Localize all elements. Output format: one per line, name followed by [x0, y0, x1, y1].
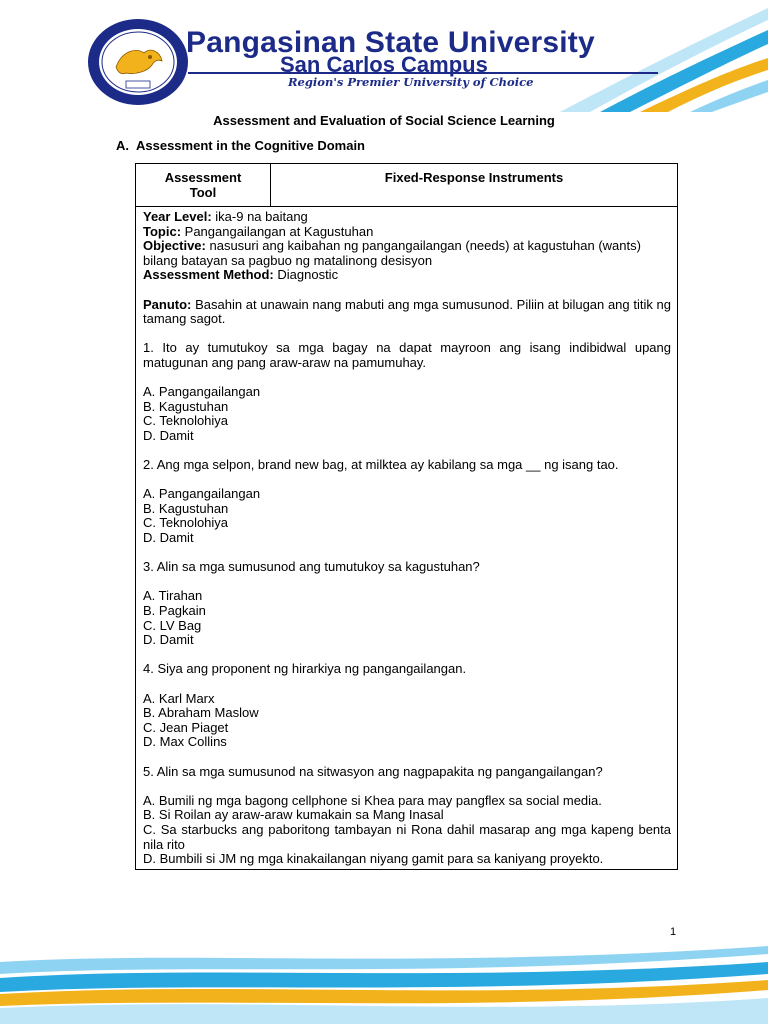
- question-text: 1. Ito ay tumutukoy sa mga bagay na dapat mayroon ang isang indibidwal upang matugunan ang pang araw-araw na pamumuhay.: [143, 340, 671, 370]
- question-text: 3. Alin sa mga sumusunod ang tumutukoy sa kagustuhan?: [143, 559, 480, 575]
- choice-item: D. Damit: [143, 530, 194, 546]
- year-level-line: [143, 210, 671, 225]
- question-block: [143, 458, 671, 546]
- choice-item: B. Abraham Maslow: [143, 705, 259, 721]
- instructions-line: [143, 298, 671, 327]
- document-title: Assessment and Evaluation of Social Science Learning: [213, 113, 555, 128]
- choice-item: D. Damit: [143, 427, 194, 443]
- question-block: [143, 765, 671, 867]
- choice-item: D. Max Collins: [143, 734, 227, 750]
- choice-item: A. Tirahan: [143, 588, 203, 604]
- column-header-text: Assessment Tool: [164, 170, 242, 200]
- section-heading: [116, 138, 365, 153]
- choice-item: C. Teknolohiya: [143, 515, 229, 531]
- footer-swoosh-decoration: [0, 940, 768, 1024]
- column-header-assessment-tool: [136, 164, 271, 206]
- year-level-value: ika-9 na baitang: [215, 209, 308, 224]
- question-block: [143, 341, 671, 443]
- choice-item: A. Pangangailangan: [143, 486, 261, 502]
- question-block: [143, 560, 671, 648]
- choice-item: C. Jean Piaget: [143, 719, 229, 735]
- choice-item: A. Bumili ng mga bagong cellphone si Khea para may pangflex sa social media.: [143, 792, 602, 808]
- objective-label: Objective:: [143, 238, 206, 254]
- choice-item: D. Damit: [143, 632, 194, 648]
- letterhead: [0, 0, 768, 112]
- objective-line: [143, 239, 671, 268]
- question-text: 2. Ang mga selpon, brand new bag, at milktea ay kabilang sa mga __ ng isang tao.: [143, 457, 619, 473]
- question-block: [143, 662, 671, 750]
- topic-line: [143, 225, 671, 240]
- choice-item: D. Bumbili si JM ng mga kinakailangan niyang gamit para sa kaniyang proyekto.: [143, 851, 604, 867]
- choice-item: C. Teknolohiya: [143, 413, 229, 429]
- university-seal-logo: [86, 17, 190, 107]
- section-letter: A.: [116, 138, 129, 153]
- question-text: 5. Alin sa mga sumusunod na sitwasyon ang nagpapakita ng pangangailangan?: [143, 763, 603, 779]
- objective-value: nasusuri ang kaibahan ng pangangailangan (needs) at kagustuhan (wants) bilang batayan sa pagbuo ng matalinong desisyon: [143, 238, 641, 268]
- year-level-label: Year Level:: [143, 209, 212, 224]
- choice-item: B. Kagustuhan: [143, 398, 229, 414]
- choice-item: C. LV Bag: [143, 617, 202, 633]
- table-body: [143, 210, 671, 867]
- section-title-text: Assessment in the Cognitive Domain: [136, 138, 365, 153]
- university-tagline: Region's Premier University of Choice: [288, 75, 534, 89]
- method-value: Diagnostic: [277, 267, 339, 283]
- choice-item: C. Sa starbucks ang paboritong tambayan ni Rona dahil masarap ang mga kapeng benta nila rito: [143, 821, 671, 852]
- choice-item: A. Pangangailangan: [143, 384, 261, 400]
- university-name: Pangasinan State University: [186, 26, 595, 59]
- method-label: Assessment Method:: [143, 267, 274, 283]
- page-number: 1: [670, 926, 677, 938]
- instructions-text: Basahin at unawain nang mabuti ang mga sumusunod. Piliin at bilugan ang titik ng tamang sagot.: [143, 296, 671, 327]
- choice-item: B. Si Roilan ay araw-araw kumakain sa Mang Inasal: [143, 807, 444, 823]
- choice-item: B. Pagkain: [143, 603, 206, 619]
- table-header-row: [136, 164, 677, 207]
- column-header-instruments: Fixed-Response Instruments: [384, 170, 564, 185]
- method-line: [143, 268, 671, 283]
- topic-value: Pangangailangan at Kagustuhan: [184, 223, 374, 239]
- choice-item: A. Karl Marx: [143, 690, 215, 706]
- campus-name: San Carlos Campus: [280, 52, 488, 77]
- assessment-table: [135, 163, 678, 870]
- instructions-label: Panuto:: [143, 296, 192, 312]
- choice-item: B. Kagustuhan: [143, 500, 229, 516]
- topic-label: Topic:: [143, 223, 182, 239]
- question-text: 4. Siya ang proponent ng hirarkiya ng pangangailangan.: [143, 661, 467, 677]
